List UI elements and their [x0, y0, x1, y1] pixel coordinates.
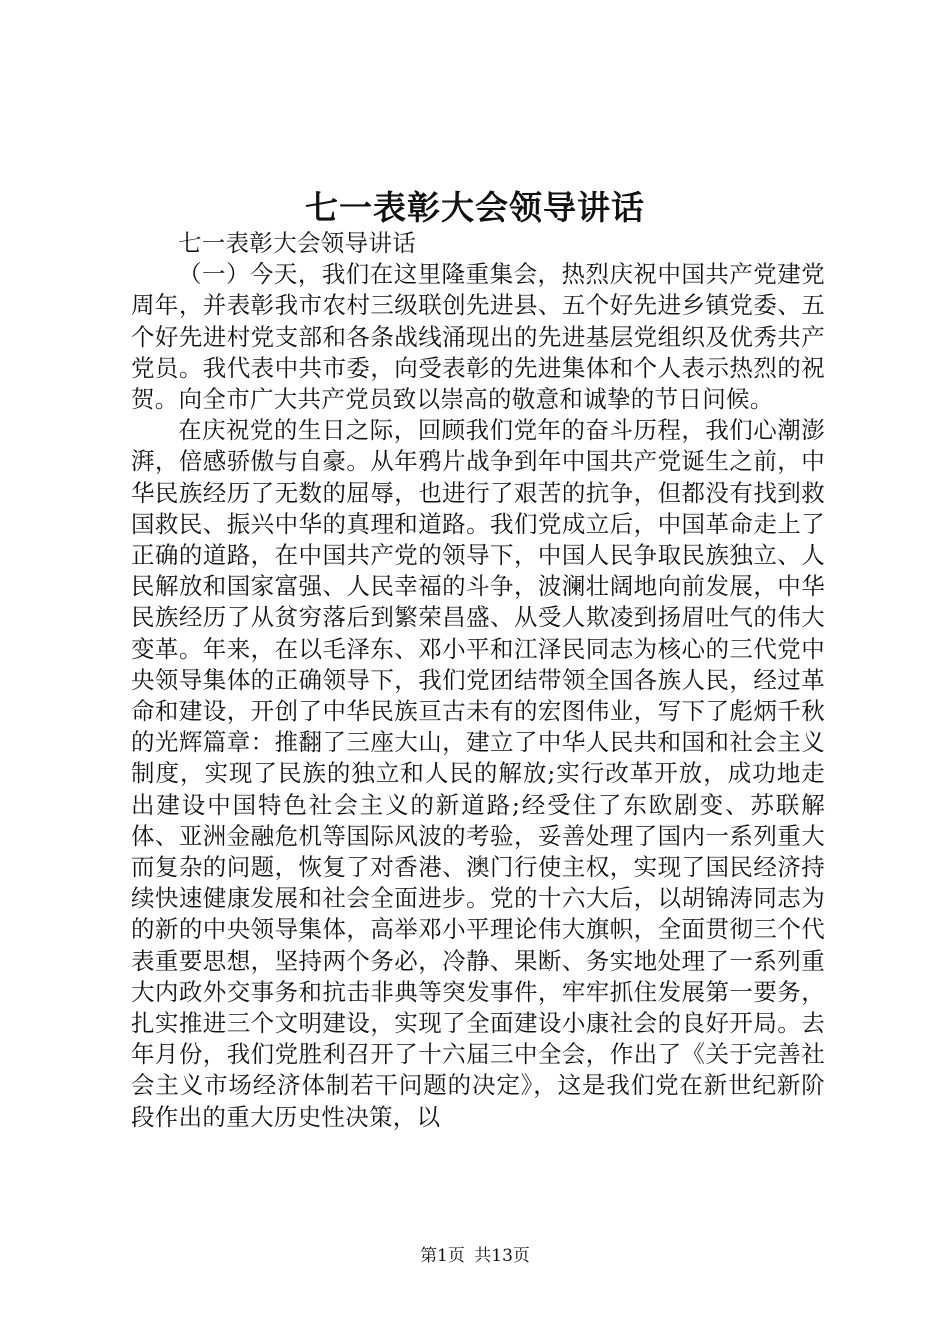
page-footer [0, 1244, 950, 1268]
page-number: 第1页 [420, 1246, 465, 1266]
paragraph-2: 在庆祝党的生日之际，回顾我们党年的奋斗历程，我们心潮澎湃，倍感骄傲与自豪。从年鸦片战争到年中国共产党诞生之前，中华民族经历了无数的屈辱，也进行了艰苦的抗争，但都没有找到救国救民、振兴中华的真理和道路。我们党成立后，中国革命走上了正确的道路，在中国共产党的领导下，中国人民争取民族独立、人民解放和国家富强、人民幸福的斗争，波澜壮阔地向前发展，中华民族经历了从贫穷落后到繁荣昌盛、从受人欺凌到扬眉吐气的伟大变革。年来，在以毛泽东、邓小平和江泽民同志为核心的三代党中央领导集体的正确领导下，我们党团结带领全国各族人民，经过革命和建设，开创了中华民族亘古未有的宏图伟业，写下了彪炳千秋的光辉篇章：推翻了三座大山，建立了中华人民共和国和社会主义制度，实现了民族的独立和人民的解放;实行改革开放，成功地走出建设中国特色社会主义的新道路;经受住了东欧剧变、苏联解体、亚洲金融危机等国际风波的考验，妥善处理了国内一系列重大而复杂的问题，恢复了对香港、澳门行使主权，实现了国民经济持续快速健康发展和社会全面进步。党的十六大后，以胡锦涛同志为的新的中央领导集体，高举邓小平理论伟大旗帜，全面贯彻三个代表重要思想，坚持两个务必，冷静、果断、务实地处理了一系列重大内政外交事务和抗击非典等突发事件，牢牢抓住发展第一要务，扎实推进三个文明建设，实现了全面建设小康社会的良好开局。去年月份，我们党胜利召开了十六届三中全会，作出了《关于完善社会主义市场经济体制若干问题的决定》，这是我们党在新世纪新阶段作出的重大历史性决策，以 [131, 416, 825, 1131]
document-title: 七一表彰大会领导讲话 [305, 188, 645, 227]
page-total: 共13页 [474, 1246, 530, 1266]
document-subtitle: 七一表彰大会领导讲话 [178, 229, 416, 257]
paragraph-1: （一）今天，我们在这里隆重集会，热烈庆祝中国共产党建党周年，并表彰我市农村三级联创先进县、五个好先进乡镇党委、五个好先进村党支部和各条战线涌现出的先进基层党组织及优秀共产党员。我代表中共市委，向受表彰的先进集体和个人表示热烈的祝贺。向全市广大共产党员致以崇高的敬意和诚挚的节日问候。 [131, 260, 825, 414]
document-body [131, 228, 825, 1133]
